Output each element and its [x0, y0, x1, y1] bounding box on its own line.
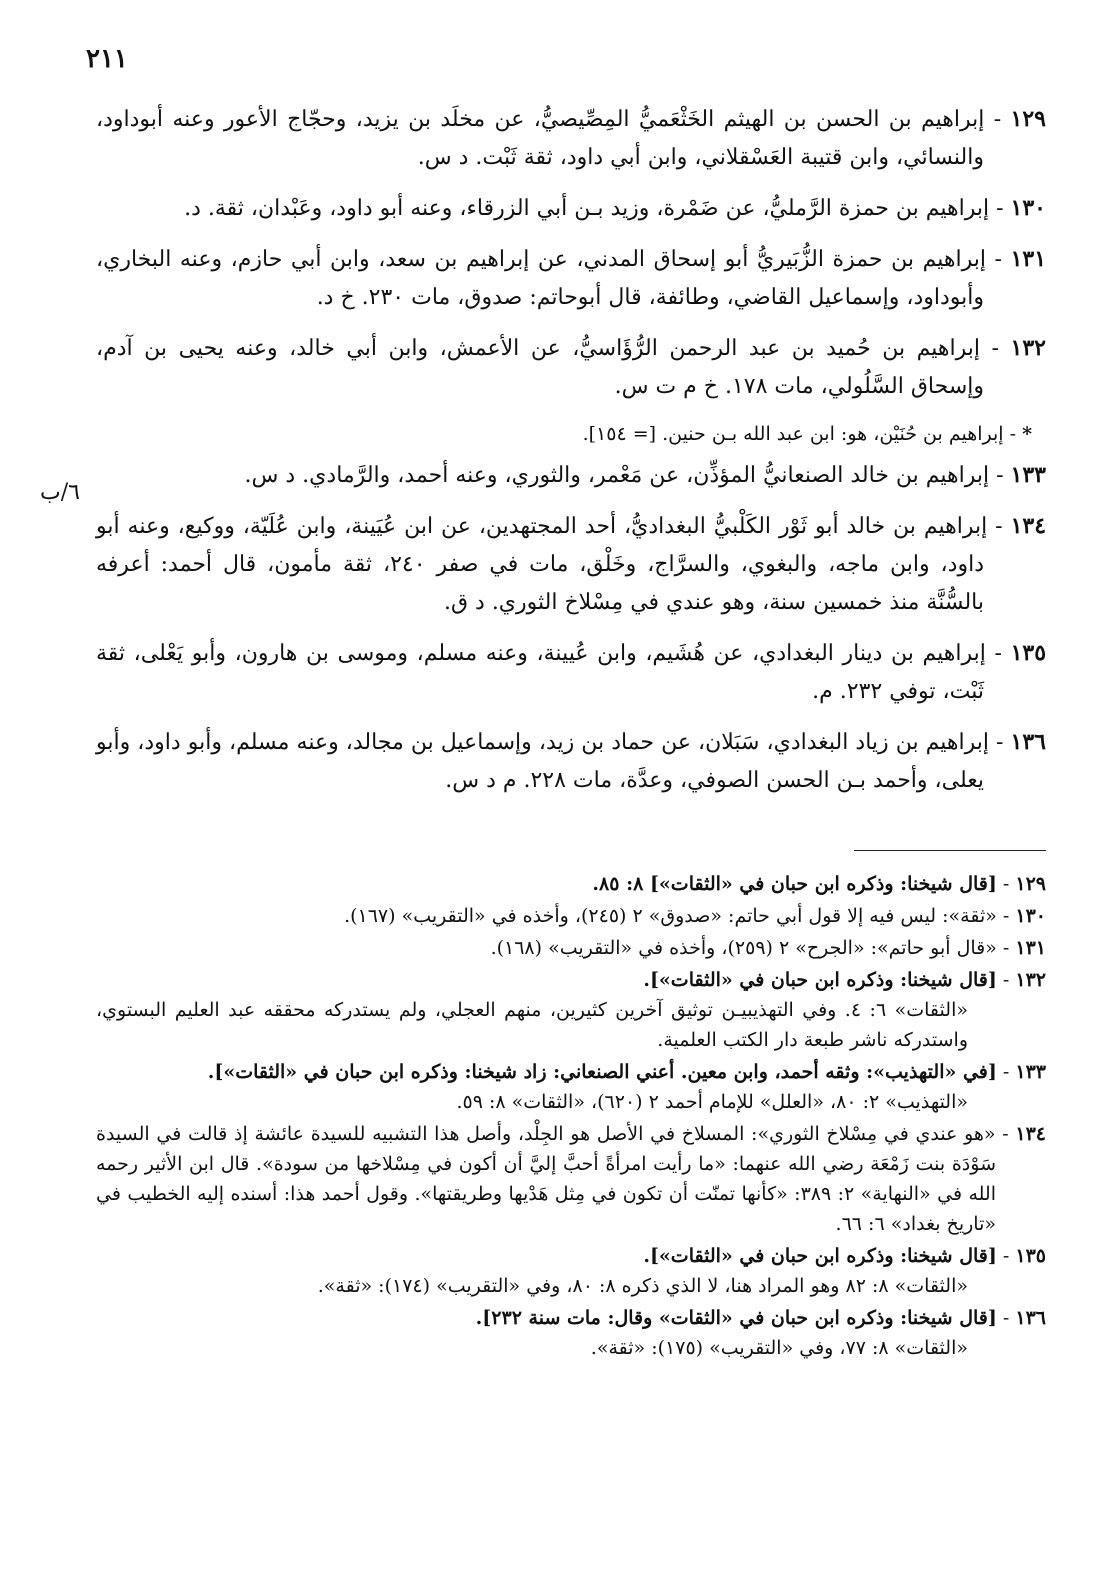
footnote-text: «ثقة»: ليس فيه إلا قول أبي حاتم: «صدوق» ٢ (٢٤٥)، وأخذه في «التقريب» (١٦٧). [344, 905, 997, 927]
entry-number: ١٣٣ [1010, 462, 1046, 488]
entry-text: إبراهيم بن حُميد بن عبد الرحمن الرُّؤَاسيُّ، عن الأعمش، وابن أبي خالد، وعنه يحيى بن آدم، وإسحاق السَّلُولي، مات ١٧٨. خ م ت س. [96, 336, 984, 399]
footnote-number: ١٣٠ [1015, 905, 1046, 927]
entry-number: ١٣٢ [1010, 335, 1046, 361]
footnote-text: [قال شيخنا: وذكره ابن حبان في «الثقات» وقال: مات سنة ٢٣٢]. [475, 1307, 997, 1329]
footnote-text: «قال أبو حاتم»: «الجرح» ٢ (٢٥٩)، وأخذه في «التقريب» (١٦٨). [490, 937, 997, 959]
footnote-subtext: «الثقات» ٨: ٨٢ وهو المراد هنا، لا الذي ذكره ٨: ٨٠، وفي «التقريب» (١٧٤): «ثقة». [317, 1275, 968, 1297]
entry-129: ١٢٩ - إبراهيم بن الحسن بن الهيثم الخَثْعَميُّ المِصِّيصيُّ، عن مخلَد بن يزيد، وحجّاج الأعور وعنه أبوداود، والنسائي، وابن قتيبة العَسْقلاني، وابن أبي داود، ثقة ثَبْت. د س. [96, 106, 1046, 170]
entry-text: إبراهيم بن دينار البغدادي، عن هُشَيم، وابن عُيينة، وعنه مسلم، وموسى بن هارون، وأبو يَعْلى، ثقة ثَبْت، توفي ٢٣٢. م. [96, 641, 986, 704]
footnote-text: [قال شيخنا: وذكره ابن حبان في «الثقات»]. [643, 1245, 997, 1267]
footnote-131: ١٣١ - «قال أبو حاتم»: «الجرح» ٢ (٢٥٩)، وأخذه في «التقريب» (١٦٨). [490, 937, 1046, 959]
entry-130: ١٣٠ - إبراهيم بن حمزة الرَّمليُّ، عن ضَمْرة، وزيد بـن أبي الزرقاء، وعنه أبو داود، وعَبْدان، ثقة. د. [184, 195, 1046, 221]
asterisk-mark: * [1022, 423, 1032, 445]
page-content [96, 100, 1046, 1365]
entry-132: ١٣٢ - إبراهيم بن حُميد بن عبد الرحمن الرُّؤَاسيُّ، عن الأعمش، وابن أبي خالد، وعنه يحيى بن آدم، وإسحاق السَّلُولي، مات ١٧٨. خ م ت س. [96, 335, 1046, 399]
entry-number: ١٣٤ [1010, 513, 1047, 539]
footnote-136: ١٣٦ - [قال شيخنا: وذكره ابن حبان في «الثقات» وقال: مات سنة ٢٣٢]. «الثقات» ٨: ٧٧، وفي «التقريب» (١٧٥): «ثقة». [96, 1303, 1046, 1363]
footnotes-section [96, 869, 1046, 1363]
entry-text: إبراهيم بن خالد الصنعانيُّ المؤذِّن، عن مَعْمر، والثوري، وعنه أحمد، والرَّمادي. د س. [244, 463, 990, 488]
entry-135: ١٣٥ - إبراهيم بن دينار البغدادي، عن هُشَيم، وابن عُيينة، وعنه مسلم، وموسى بن هارون، وأبو يَعْلى، ثقة ثَبْت، توفي ٢٣٢. م. [96, 640, 1047, 704]
footnote-135: ١٣٥ - [قال شيخنا: وذكره ابن حبان في «الثقات»]. «الثقات» ٨: ٨٢ وهو المراد هنا، لا الذي ذكره ٨: ٨٠، وفي «التقريب» (١٧٤): «ثقة». [96, 1241, 1046, 1301]
entry-number: ١٣٥ [1010, 640, 1047, 666]
footnote-text: «هو عندي في مِسْلاخ الثوري»: المسلاخ في الأصل هو الجِلْد، وأصل هذا التشبيه للسيدة عائشة إذ قالت في السيدة سَوْدَة بنت زَمْعَة رضي الله عنهما: «ما رأيت امرأةً أحبَّ إليَّ أن أكون في مِسْلاخها من سودة». قال ابن الأثير رحمه الله في «النهاية» ٢: ٣٨٩: «كأنها تمنّت أن تكون في مِثل هَدْيها وطريقتها». وقول أحمد هذا: أسنده إليه الخطيب في «تاريخ بغداد» ٦: ٦٦. [96, 1123, 996, 1235]
entry-text: إبراهيم بن خالد أبو ثَوْر الكَلْبيُّ البغداديُّ، أحد المجتهدين، عن ابن عُيَينة، وابن عُلَيّة، ووكيع، وعنه أبو داود، وابن ماجه، والبغوي، والسرَّاج، وخَلْق، مات في صفر ٢٤٠، ثقة مأمون، قال أحمد: أعرفه بالسُّنَّة منذ خمسين سنة، وهو عندي في مِسْلاخ الثوري. د ق. [96, 514, 988, 615]
footnote-number: ١٣٣ [1015, 1061, 1046, 1083]
footnote-134: ١٣٤ - «هو عندي في مِسْلاخ الثوري»: المسلاخ في الأصل هو الجِلْد، وأصل هذا التشبيه للسيدة عائشة إذ قالت في السيدة سَوْدَة بنت زَمْعَة رضي الله عنهما: «ما رأيت امرأةً أحبَّ إليَّ أن أكون في مِسْلاخها من سودة». قال ابن الأثير رحمه الله في «النهاية» ٢: ٣٨٩: «كأنها تمنّت أن تكون في مِثل هَدْيها وطريقتها». وقول أحمد هذا: أسنده إليه الخطيب في «تاريخ بغداد» ٦: ٦٦. [96, 1123, 1047, 1235]
footnote-number: ١٣٢ [1015, 969, 1046, 991]
footnote-133: ١٣٣ - [في «التهذيب»: وثقه أحمد، وابن معين. أعني الصنعاني: زاد شيخنا: وذكره ابن حبان في «الثقات»]. «التهذيب» ٢: ٨٠، «العلل» للإمام أحمد ٢ (٦٢٠)، «الثقات» ٨: ٥٩. [96, 1057, 1046, 1117]
entry-text: إبراهيم بن الحسن بن الهيثم الخَثْعَميُّ المِصِّيصيُّ، عن مخلَد بن يزيد، وحجّاج الأعور وعنه أبوداود، والنسائي، وابن قتيبة العَسْقلاني، وابن أبي داود، ثقة ثَبْت. د س. [96, 107, 985, 170]
entry-134: ١٣٤ - إبراهيم بن خالد أبو ثَوْر الكَلْبيُّ البغداديُّ، أحد المجتهدين، عن ابن عُيَينة، وابن عُلَيّة، ووكيع، وعنه أبو داود، وابن ماجه، والبغوي، والسرَّاج، وخَلْق، مات في صفر ٢٤٠، ثقة مأمون، قال أحمد: أعرفه بالسُّنَّة منذ خمسين سنة، وهو عندي في مِسْلاخ الثوري. د ق. [96, 513, 1047, 615]
entry-number: ١٢٩ [1010, 106, 1046, 132]
footnote-subtext: «الثقات» ٦: ٤. وفي التهذيبيـن توثيق آخرين كثيرين، منهم العجلي، ولم يستدركه محققه عبد العليم البستوي، واستدركه ناشر طبعة دار الكتب العلمية. [96, 999, 968, 1051]
footnote-text: [قال شيخنا: وذكره ابن حبان في «الثقات»] ٨: ٨٥. [592, 873, 997, 895]
footnote-divider [854, 850, 1046, 851]
footnote-number: ١٣١ [1015, 937, 1046, 959]
footnote-132: ١٣٢ - [قال شيخنا: وذكره ابن حبان في «الثقات»]. «الثقات» ٦: ٤. وفي التهذيبيـن توثيق آخرين كثيرين، منهم العجلي، ولم يستدركه محققه عبد العليم البستوي، واستدركه ناشر طبعة دار الكتب العلمية. [96, 965, 1046, 1055]
margin-note: ٦/ب [40, 480, 80, 505]
entry-133: ١٣٣ - إبراهيم بن خالد الصنعانيُّ المؤذِّن، عن مَعْمر، والثوري، وعنه أحمد، والرَّمادي. د س. [244, 462, 1046, 488]
entry-text: إبراهيم بن حمزة الرَّمليُّ، عن ضَمْرة، وزيد بـن أبي الزرقاء، وعنه أبو داود، وعَبْدان، ثقة. د. [184, 196, 990, 221]
footnote-number: ١٣٦ [1015, 1307, 1046, 1329]
footnote-130: ١٣٠ - «ثقة»: ليس فيه إلا قول أبي حاتم: «صدوق» ٢ (٢٤٥)، وأخذه في «التقريب» (١٦٧). [344, 905, 1046, 927]
cross-reference: * - إبراهيم بن حُنَيْن، هو: ابن عبد الله بـن حنين. [= ١٥٤]. [582, 423, 1032, 445]
footnote-text: [في «التهذيب»: وثقه أحمد، وابن معين. أعني الصنعاني: زاد شيخنا: وذكره ابن حبان في «الثقات»]. [207, 1061, 997, 1083]
footnote-subtext: «الثقات» ٨: ٧٧، وفي «التقريب» (١٧٥): «ثقة». [590, 1337, 968, 1359]
entries-section [96, 100, 1046, 800]
entry-number: ١٣٠ [1010, 195, 1046, 221]
entry-text: إبراهيم بن زياد البغدادي، سَبَلان، عن حماد بن زيد، وإسماعيل بن مجالد، وعنه مسلم، وأبو داود، وأبو يعلى، وأحمد بـن الحسن الصوفي، وعدَّة، مات ٢٢٨. م د س. [96, 730, 989, 793]
footnote-number: ١٢٩ [1015, 873, 1046, 895]
entry-136: ١٣٦ - إبراهيم بن زياد البغدادي، سَبَلان، عن حماد بن زيد، وإسماعيل بن مجالد، وعنه مسلم، وأبو داود، وأبو يعلى، وأحمد بـن الحسن الصوفي، وعدَّة، مات ٢٢٨. م د س. [96, 729, 1046, 793]
footnote-129: ١٢٩ - [قال شيخنا: وذكره ابن حبان في «الثقات»] ٨: ٨٥. [592, 873, 1046, 895]
footnote-subtext: «التهذيب» ٢: ٨٠، «العلل» للإمام أحمد ٢ (٦٢٠)، «الثقات» ٨: ٥٩. [456, 1091, 968, 1113]
footnote-text: [قال شيخنا: وذكره ابن حبان في «الثقات»]. [643, 969, 997, 991]
footnote-number: ١٣٥ [1015, 1245, 1046, 1267]
entry-text: إبراهيم بن حمزة الزُّبَيريُّ أبو إسحاق المدني، عن إبراهيم بن سعد، وابن أبي حازم، وعنه البخاري، وأبوداود، وإسماعيل القاضي، وطائفة، قال أبوحاتم: صدوق، مات ٢٣٠. خ د. [96, 247, 986, 310]
page-number: ٢١١ [86, 44, 128, 74]
entry-number: ١٣١ [1010, 246, 1047, 272]
footnote-number: ١٣٤ [1015, 1123, 1047, 1145]
cross-reference-text: إبراهيم بن حُنَيْن، هو: ابن عبد الله بـن حنين. [= ١٥٤]. [582, 423, 1004, 445]
entry-number: ١٣٦ [1010, 729, 1046, 755]
entry-131: ١٣١ - إبراهيم بن حمزة الزُّبَيريُّ أبو إسحاق المدني، عن إبراهيم بن سعد، وابن أبي حازم، وعنه البخاري، وأبوداود، وإسماعيل القاضي، وطائفة، قال أبوحاتم: صدوق، مات ٢٣٠. خ د. [96, 246, 1047, 310]
